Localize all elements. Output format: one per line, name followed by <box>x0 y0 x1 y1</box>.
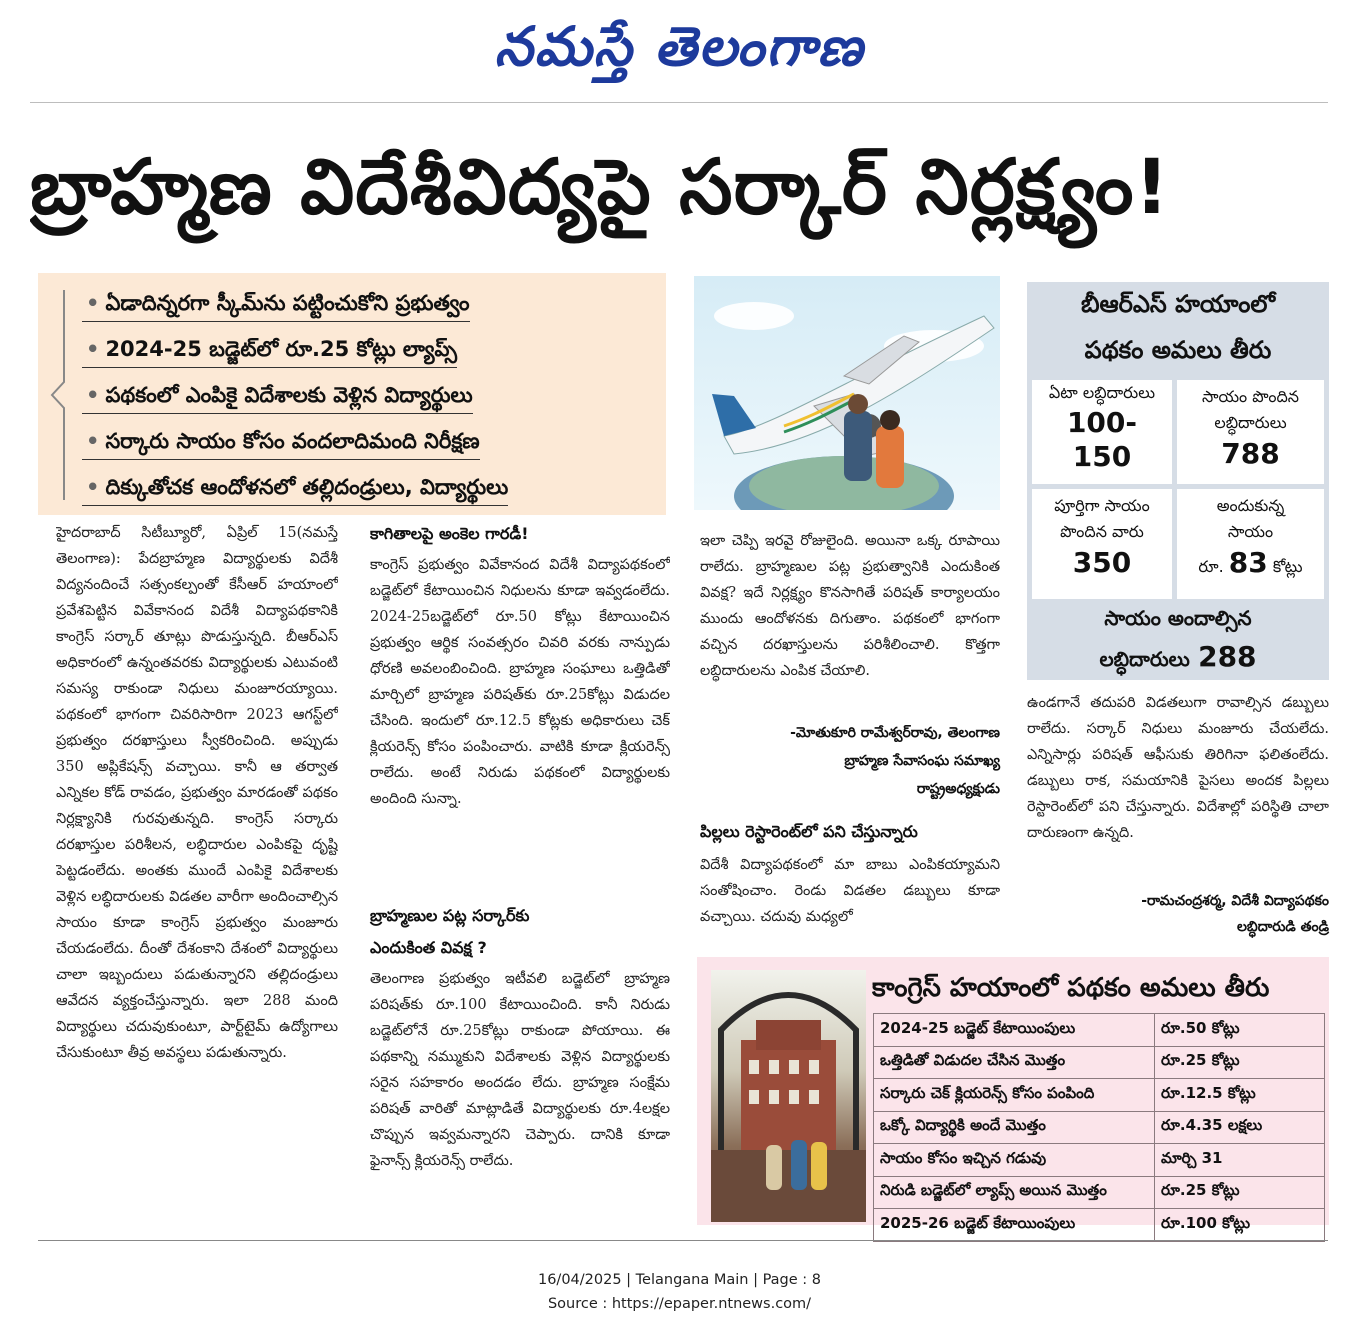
footer-edition-info: 16/04/2025 | Telangana Main | Page : 8 <box>537 1272 822 1288</box>
table-cell-item: సర్కారు చెక్ క్లియరెన్స్ కోసం పంపింది <box>874 1079 1155 1112</box>
quote-credit-line3: రాష్ట్రఅధ్యక్షుడు <box>916 781 1000 797</box>
table-cell-item: సాయం కోసం ఇచ్చిన గడువు <box>874 1144 1155 1177</box>
masthead <box>0 6 1359 86</box>
table-cell-amount: రూ.12.5 కోట్లు <box>1155 1079 1325 1112</box>
table-cell-amount: రూ.100 కోట్లు <box>1155 1209 1325 1242</box>
table-cell-item: ఒత్తిడితో విడుదల చేసిన మొత్తం <box>874 1046 1155 1079</box>
airplane-icon <box>694 276 1000 510</box>
highlight-item: • పథకంలో ఎంపికై విదేశాలకు వెళ్లిన విద్యార్థులు <box>82 376 473 414</box>
congress-table-title: కాంగ్రెస్ హయాంలో పథకం అమలు తీరు <box>872 973 1270 1003</box>
brs-title: బీఆర్‌ఎస్ హయాంలో <box>1080 290 1276 318</box>
airplane-illustration <box>694 276 1000 510</box>
stat-label: అందుకున్న సాయం <box>1216 496 1285 541</box>
masthead-divider <box>30 102 1328 103</box>
highlight-item: • 2024-25 బడ్జెట్‌లో రూ.25 కోట్లు ల్యాప్స్ <box>82 330 457 368</box>
university-photo <box>711 970 866 1222</box>
stat-label: ఏటా లబ్ధిదారులు <box>1048 383 1156 402</box>
stat-value: 83 <box>1228 546 1268 579</box>
subheading-restaurant: పిల్లలు రెస్టారెంట్‌లో పని చేస్తున్నారు <box>700 822 918 841</box>
headline: బ్రాహ్మణ విదేశీవిద్యపై సర్కార్ నిర్లక్ష్యం! <box>30 142 1171 231</box>
stat-fully-aided <box>1032 489 1172 599</box>
stat-pending-label2: లబ్ధిదారులు <box>1099 647 1190 671</box>
table-row <box>874 1176 1325 1209</box>
subheading-discrimination-2: ఎందుకింత వివక్ష ? <box>370 938 487 957</box>
quote-credit-line1: -రామచంద్రశర్మ, విదేశీ విద్యాపథకం <box>1141 893 1329 909</box>
quote-credit-line2: లబ్ధిదారుడి తండ్రి <box>1236 919 1329 935</box>
article-column-2b: తెలంగాణ ప్రభుత్వం ఇటీవలి బడ్జెట్‌లో బ్రాహ్మణ పరిషత్‌కు రూ.100 కేటాయించింది. కానీ నిరుడు బడ్జెట్‌లోనే రూ.25కోట్లు రాకుండా పోయాయి. ఈ పథకాన్ని నమ్ముకుని విదేశాలకు వెళ్లిన విద్యార్థులకు సరైన సహకారం అందడం లేదు. బ్రాహ్మణ సంక్షేమ పరిషత్ వారితో మాట్లాడితే విద్యార్థులకు రూ.4లక్షల చొప్పున ఇవ్వమన్నారని చెప్పారు. దానికి కూడా ఫైనాన్స్ క్లియరెన్స్ రాలేదు. <box>370 971 670 1169</box>
stat-amount-line <box>1177 545 1324 581</box>
footer-divider <box>38 1240 1328 1241</box>
stat-pending-value: 288 <box>1198 640 1257 673</box>
table-row <box>874 1144 1325 1177</box>
stat-value: 100- 150 <box>1066 406 1138 473</box>
table-cell-amount: రూ.4.35 లక్షలు <box>1155 1111 1325 1144</box>
table-cell-amount: రూ.50 కోట్లు <box>1155 1014 1325 1047</box>
stat-annual-beneficiaries <box>1032 380 1172 484</box>
stat-aided-beneficiaries <box>1177 380 1324 484</box>
stat-suffix: కోట్లు <box>1272 557 1303 576</box>
highlight-item: • సర్కారు సాయం కోసం వందలాదిమంది నిరీక్షణ <box>82 422 480 460</box>
article-column-3a: ఇలా చెప్పి ఇరవై రోజులైంది. అయినా ఒక్క రూపాయి రాలేదు. బ్రాహ్మణుల పట్ల ప్రభుత్వానికి ఎందుకింత వివక్ష? ఇదే నిర్లక్ష్యం కొనసాగితే పరిషత్ కార్యాలయం ముందు ఆందోళనకు దిగుతాం. పథకంలో భాగంగా వచ్చిన దరఖాస్తులను పరిశీలించాలి. కొత్తగా లబ్ధిదారులను ఎంపిక చేయాలి. <box>700 533 1000 679</box>
article-column-2a: కాంగ్రెస్ ప్రభుత్వం వివేకానంద విదేశీ విద్యాపథకంలో బడ్జెట్‌లో కేటాయించిన నిధులను కూడా ఇవ్వడంలేదు. 2024-25బడ్జెట్‌లో రూ.50 కోట్లు కేటాయించిన ప్రభుత్వం ఆర్థిక సంవత్సరం చివరి వరకు నాన్పుడు ధోరణి అవలంబించింది. బ్రాహ్మణ సంఘాలు ఒత్తిడితో మార్చిలో బ్రాహ్మణ పరిషత్‌కు రూ.25కోట్లు విడుదల చేసింది. ఇందులో రూ.12.5 కోట్లకు అధికారులు చెక్ క్లియరెన్స్ కోసం పంపించారు. వాటికి కూడా క్లియరెన్స్ రాలేదు. అంటే నిరుడు పథకంలో విద్యార్థులకు అందింది సున్నా. <box>370 557 670 807</box>
masthead-logo: నమస్తే తెలంగాణ <box>494 14 865 78</box>
table-cell-item: 2024-25 బడ్జెట్ కేటాయింపులు <box>874 1014 1155 1047</box>
table-cell-amount: రూ.25 కోట్లు <box>1155 1176 1325 1209</box>
footer-source-link[interactable]: Source : https://epaper.ntnews.com/ <box>547 1296 812 1312</box>
stat-label: పూర్తిగా సాయం పొందిన వారు <box>1054 496 1150 541</box>
table-cell-item: ఒక్కో విద్యార్థికి అందే మొత్తం <box>874 1111 1155 1144</box>
table-cell-amount: రూ.25 కోట్లు <box>1155 1046 1325 1079</box>
table-cell-item: 2025-26 బడ్జెట్ కేటాయింపులు <box>874 1209 1155 1242</box>
article-column-3b: విదేశీ విద్యాపథకంలో మా బాబు ఎంపికయ్యామని సంతోషించాం. రెండు విడతల డబ్బులు కూడా వచ్చాయి. చదువు మధ్యలో <box>700 857 1000 925</box>
stat-aid-received <box>1177 489 1324 599</box>
highlight-item: • దిక్కుతోచక ఆందోళనలో తల్లిదండ్రులు, విద్యార్థులు <box>82 468 508 506</box>
quote-credit-line1: -మోతుకూరి రామేశ్వర్‌రావు, తెలంగాణ <box>790 725 1000 741</box>
article-column-1: హైదరాబాద్ సిటీబ్యూరో, ఏప్రిల్ 15(నమస్తే తెలంగాణ): పేదబ్రాహ్మణ విద్యార్థులకు విదేశీ విద్యనందించే సత్సంకల్పంతో కేసీఆర్ హయాంలో ప్రవేశపెట్టిన వివేకానంద విదేశీ విద్యాపథకానికి కాంగ్రెస్ సర్కార్ తూట్లు పొడుస్తున్నది. బీఆర్‌ఎస్ అధికారంలో ఉన్నంతవరకు విద్యార్థులకు ఎటువంటి సమస్య రాకుండా నిధులు మంజూరయ్యాయి. పథకంలో భాగంగా చివరిసారిగా 2023 ఆగస్ట్‌లో ప్రభుత్వం దరఖాస్తులు స్వీకరించింది. అప్పుడు 350 అప్లికేషన్స్ వచ్చాయి. కానీ ఆ తర్వాత ఎన్నికల కోడ్ రావడం, ప్రభుత్వం మారడంతో పథకం నిర్లక్ష్యానికి గురవుతున్నది. కాంగ్రెస్ సర్కారు దరఖాస్తుల పరిశీలన, లబ్ధిదారుల ఎంపికపై దృష్టి పెట్టడంలేదు. అంతకు ముందే ఎంపికై విదేశాలకు వెళ్లిన లబ్ధిదారులకు విడతల వారీగా అందించాల్సిన సాయం కూడా కాంగ్రెస్ ప్రభుత్వం మంజూరు చేయడంలేదు. దీంతో దేశంకాని దేశంలో విద్యార్థులు చాలా ఇబ్బందులు పడుతున్నారని తల్లిదండ్రులు ఆవేదన వ్యక్తంచేస్తున్నారు. ఇలా 288 మంది విద్యార్థులు చదువుకుంటూ, పార్ట్‌టైమ్ ఉద్యోగాలు చేసుకుంటూ తీవ్ర అవస్థలు పడుతున్నారు. <box>56 525 338 1061</box>
stat-prefix: రూ. <box>1198 557 1224 576</box>
stat-pending-label: సాయం అందాల్సిన <box>1104 606 1252 630</box>
table-row <box>874 1111 1325 1144</box>
article-column-4: ఉండగానే తదుపరి విడతలుగా రావాల్సిన డబ్బులు రాలేదు. సర్కార్ నిధులు మంజూరు చేయలేదు. ఎన్నిసార్లు పరిషత్ ఆఫీసుకు తిరిగినా ఫలితంలేదు. డబ్బులు రాక, సమయానికి పైసలు అందక పిల్లలు రెస్టారెంట్‌లో పని చేస్తున్నారు. విదేశాల్లో పరిస్థితి చాలా దారుణంగా ఉన్నది. <box>1027 695 1329 841</box>
table-row <box>874 1209 1325 1242</box>
table-cell-item: నిరుడి బడ్జెట్‌లో ల్యాప్స్ అయిన మొత్తం <box>874 1176 1155 1209</box>
stat-label: సాయం పొందిన లబ్ధిదారులు <box>1201 387 1300 432</box>
table-row <box>874 1079 1325 1112</box>
stat-value: 350 <box>1072 546 1132 579</box>
subheading-discrimination-1: బ్రాహ్మణుల పట్ల సర్కార్‌కు <box>370 906 530 925</box>
subheading-number-jugglery: కాగితాలపై అంకెల గారడీ! <box>370 524 529 543</box>
table-cell-amount: మార్చి 31 <box>1155 1144 1325 1177</box>
stat-value: 788 <box>1221 437 1280 470</box>
university-gate-icon <box>711 970 866 1222</box>
brs-subtitle: పథకం అమలు తీరు <box>1084 336 1272 364</box>
congress-table <box>873 1013 1325 1242</box>
quote-credit-line2: బ్రాహ్మణ సేవాసంఘ సమాఖ్య <box>844 753 1000 769</box>
stat-pending <box>1027 640 1329 676</box>
bracket-decoration <box>44 290 70 500</box>
table-row <box>874 1014 1325 1047</box>
table-row <box>874 1046 1325 1079</box>
highlight-item: • ఏడాదిన్నరగా స్కీమ్‌ను పట్టించుకోని ప్రభుత్వం <box>82 284 470 322</box>
